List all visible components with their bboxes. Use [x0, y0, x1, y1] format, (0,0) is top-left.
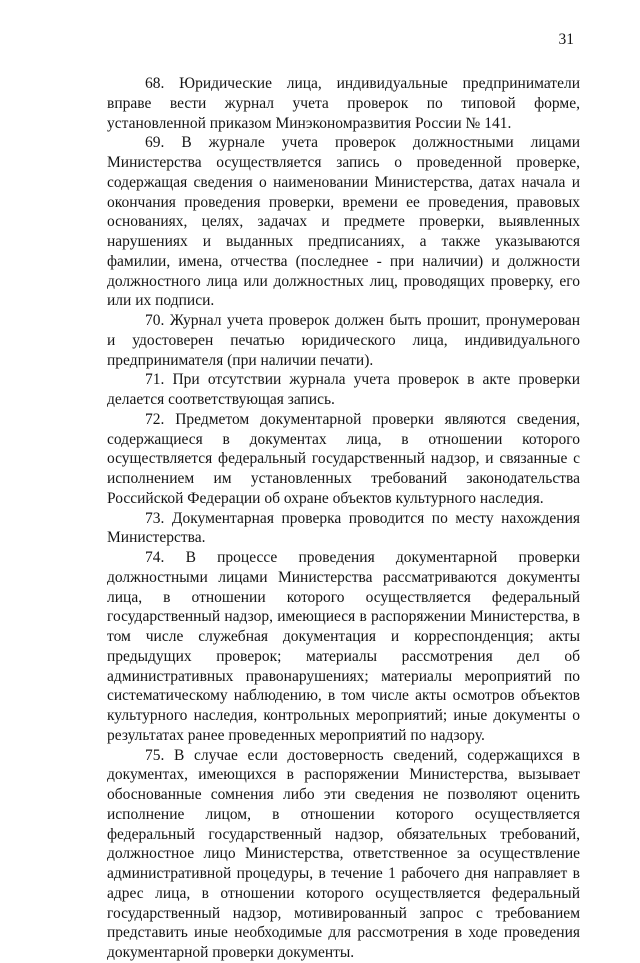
paragraph-70: 70. Журнал учета проверок должен быть прошит, пронумерован и удостоверен печатью юридического лица, индивидуального предпринимателя (при наличии печати). [107, 312, 580, 369]
paragraph-74: 74. В процессе проведения документарной проверки должностными лицами Министерства рассматриваются документы лица, в отношении которого осуществляется федеральный государственный надзор, имеющиеся в распоряжении Министерства, в том числе служебная документация и корреспонденция; акты предыдущих проверок; материалы рассмотрения дел об административных правонарушениях; материалы мероприятий по систематическому наблюдению, в том числе акты осмотров объектов культурного наследия, контрольных мероприятий; иные документы о результатах ранее проведенных мероприятий по надзору. [107, 549, 580, 744]
paragraph-72: 72. Предметом документарной проверки являются сведения, содержащиеся в документах лица, в отношении которого осуществляется федеральный государственный надзор, и связанные с исполнением им установленных требований законодательства Российской Федерации об охране объектов культурного наследия. [107, 410, 580, 507]
page-number: 31 [558, 31, 574, 48]
paragraph-73: 73. Документарная проверка проводится по месту нахождения Министерства. [107, 509, 580, 547]
paragraph-75: 75. В случае если достоверность сведений, содержащихся в документах, имеющихся в распоряжении Министерства, вызывает обоснованные сомнения либо эти сведения не позволяют оценить исполнение лицом, в отношении которого осуществляется федеральный государственный надзор, обязательных требований, должностное лицо Министерства, ответственное за осуществление административной процедуры, в течение 1 рабочего дня направляет в адрес лица, в отношении которого осуществляется федеральный государственный надзор, мотивированный запрос с требованием представить иные необходимые для рассмотрения в ходе проведения документарной проверки документы. [107, 746, 580, 961]
paragraph-69: 69. В журнале учета проверок должностными лицами Министерства осуществляется запись о проведенной проверке, содержащая сведения о наименовании Министерства, датах начала и окончания проведения проверки, времени ее проведения, правовых основаниях, целях, задачах и предмете проверки, выявленных нарушениях и выданных предписаниях, а также указываются фамилии, имена, отчества (последнее - при наличии) и должности должностного лица или должностных лиц, проводящих проверку, его или их подписи. [107, 134, 580, 310]
document-body [107, 74, 580, 963]
paragraph-68: 68. Юридические лица, индивидуальные предприниматели вправе вести журнал учета проверок по типовой форме, установленной приказом Минэкономразвития России № 141. [107, 75, 580, 132]
paragraph-71: 71. При отсутствии журнала учета проверок в акте проверки делается соответствующая запись. [107, 371, 580, 408]
